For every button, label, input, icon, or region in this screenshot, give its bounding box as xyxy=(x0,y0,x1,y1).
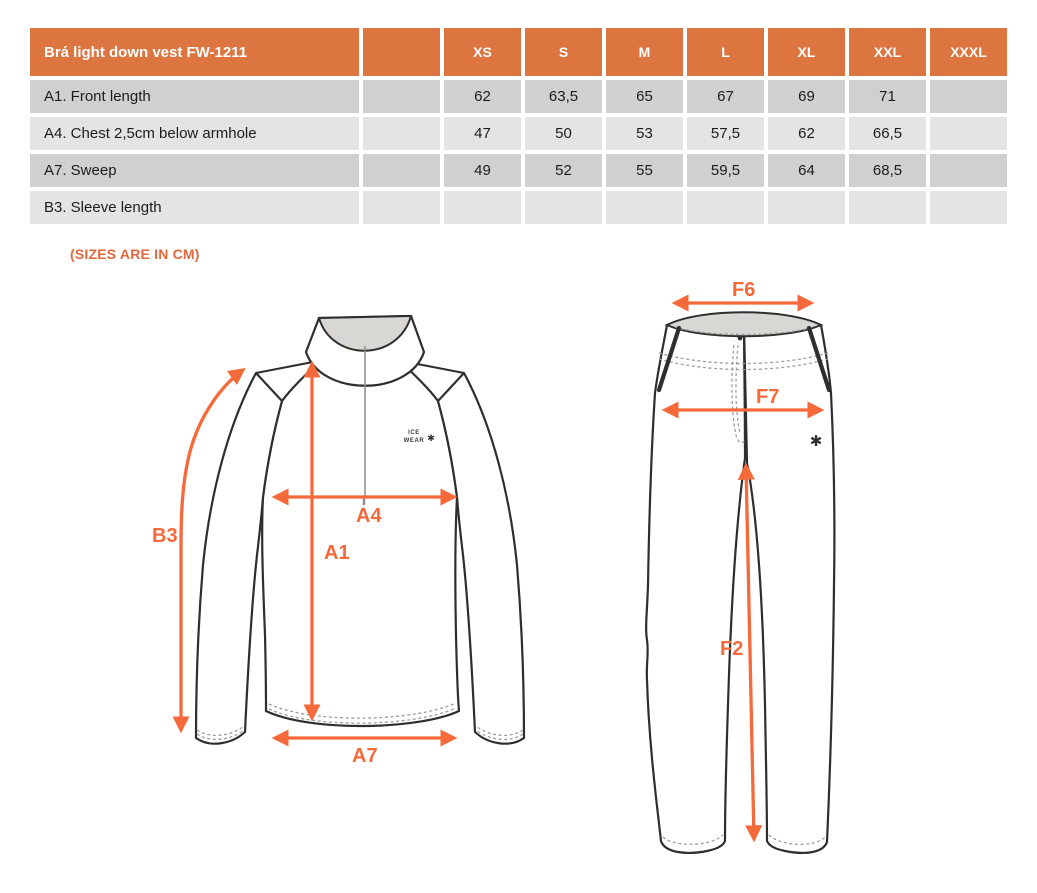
label-f7: F7 xyxy=(756,386,780,408)
value-cell xyxy=(768,191,845,224)
spacer-cell xyxy=(363,154,440,187)
value-cell xyxy=(930,117,1007,150)
value-cell: 71 xyxy=(849,80,926,113)
value-cell xyxy=(930,80,1007,113)
value-cell: 47 xyxy=(444,117,521,150)
logo-text-wear: WEAR xyxy=(403,438,425,444)
pants-diagram xyxy=(615,275,895,880)
shoulder-seam xyxy=(256,362,313,373)
col-header-xxxl: XXXL xyxy=(930,28,1007,76)
value-cell xyxy=(849,191,926,224)
snowflake-icon: ✱ xyxy=(809,432,823,450)
value-cell: 69 xyxy=(768,80,845,113)
label-f2: F2 xyxy=(720,638,744,660)
shirt-diagram xyxy=(130,280,590,785)
row-label-cell: A4. Chest 2,5cm below armhole xyxy=(30,117,359,150)
spacer-cell xyxy=(363,117,440,150)
value-cell xyxy=(606,191,683,224)
label-a4: A4 xyxy=(356,505,382,527)
value-cell: 67 xyxy=(687,80,764,113)
waist-button xyxy=(738,336,743,341)
value-cell xyxy=(525,191,602,224)
col-header-l: L xyxy=(687,28,764,76)
col-header-xs: XS xyxy=(444,28,521,76)
value-cell: 55 xyxy=(606,154,683,187)
sizes-note: (SIZES ARE IN CM) xyxy=(70,246,200,262)
value-cell: 53 xyxy=(606,117,683,150)
shirt-body xyxy=(262,365,459,726)
logo-text-ice: ICE xyxy=(408,430,420,436)
row-label-cell: A1. Front length xyxy=(30,80,359,113)
col-header-m: M xyxy=(606,28,683,76)
label-f6: F6 xyxy=(732,279,756,301)
row-label-cell: B3. Sleeve length xyxy=(30,191,359,224)
value-cell: 64 xyxy=(768,154,845,187)
value-cell: 57,5 xyxy=(687,117,764,150)
value-cell: 62 xyxy=(768,117,845,150)
value-cell: 63,5 xyxy=(525,80,602,113)
label-b3: B3 xyxy=(152,525,178,547)
value-cell: 59,5 xyxy=(687,154,764,187)
col-header-xl: XL xyxy=(768,28,845,76)
label-a1: A1 xyxy=(324,542,350,564)
row-label-cell: A7. Sweep xyxy=(30,154,359,187)
col-header-s: S xyxy=(525,28,602,76)
value-cell: 62 xyxy=(444,80,521,113)
value-cell: 66,5 xyxy=(849,117,926,150)
header-spacer-cell xyxy=(363,28,440,76)
snowflake-icon: ✱ xyxy=(427,434,435,444)
value-cell: 49 xyxy=(444,154,521,187)
value-cell xyxy=(687,191,764,224)
table-title: Brá light down vest FW-1211 xyxy=(30,28,359,76)
value-cell: 52 xyxy=(525,154,602,187)
value-cell xyxy=(930,191,1007,224)
spacer-cell xyxy=(363,191,440,224)
arrow-f2 xyxy=(746,466,754,839)
size-table xyxy=(30,28,1007,224)
spacer-cell xyxy=(363,80,440,113)
value-cell: 50 xyxy=(525,117,602,150)
value-cell: 68,5 xyxy=(849,154,926,187)
waistband xyxy=(667,312,821,336)
value-cell: 65 xyxy=(606,80,683,113)
value-cell xyxy=(444,191,521,224)
label-a7: A7 xyxy=(352,745,378,767)
col-header-xxl: XXL xyxy=(849,28,926,76)
pants-left-leg xyxy=(646,325,745,853)
value-cell xyxy=(930,154,1007,187)
